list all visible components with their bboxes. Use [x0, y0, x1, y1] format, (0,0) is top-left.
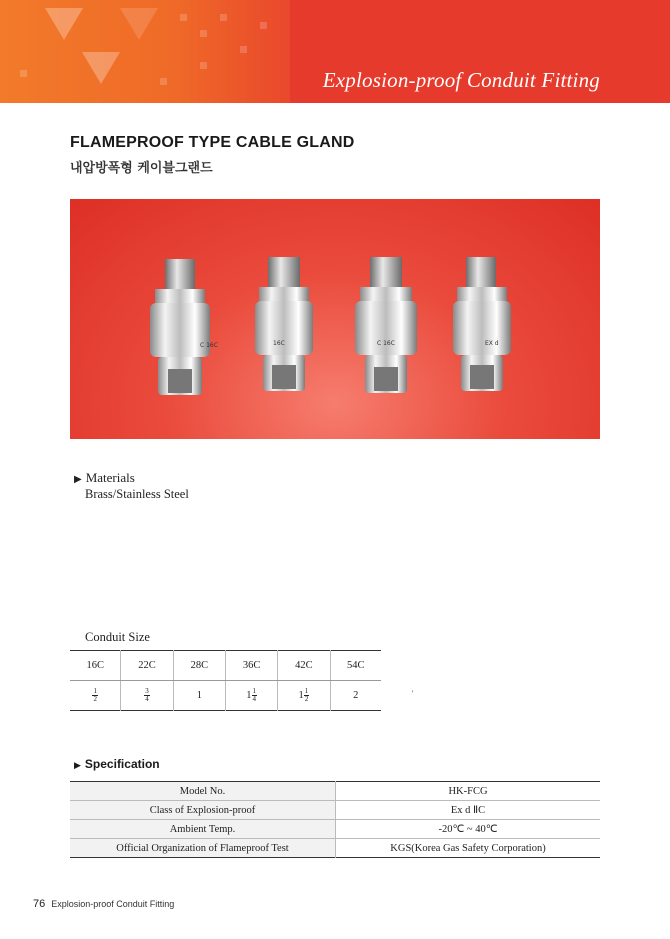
table-row	[70, 782, 600, 801]
header-banner	[0, 0, 670, 103]
table-header-cell: 28C	[173, 651, 225, 681]
product-photo	[70, 199, 600, 439]
spec-label: Model No.	[70, 782, 336, 801]
gland-marking: C 16C	[200, 342, 218, 349]
triangle-decoration	[45, 8, 83, 40]
size-cell: 1	[173, 681, 225, 711]
specification-heading	[74, 757, 160, 771]
square-decoration	[220, 14, 227, 21]
table-header-cell: 54C	[330, 651, 381, 681]
triangle-decoration	[120, 8, 158, 40]
gland-4	[453, 257, 511, 391]
materials-heading	[74, 470, 135, 486]
conduit-size-table	[70, 650, 381, 711]
banner-pattern-panel	[0, 0, 290, 103]
gland-3	[355, 257, 417, 393]
spec-value: KGS(Korea Gas Safety Corporation)	[390, 842, 546, 854]
gland-marking: 16C	[273, 340, 285, 347]
spec-value: Ex d ⅡC	[336, 801, 601, 820]
size-cell: 2	[330, 681, 381, 711]
table-header-cell: 36C	[225, 651, 277, 681]
spec-value: -20℃ ~ 40℃	[336, 820, 601, 839]
table-header-cell: 22C	[121, 651, 173, 681]
square-decoration	[240, 46, 247, 53]
square-decoration	[180, 14, 187, 21]
cable-glands-illustration	[70, 199, 600, 439]
table-header-row	[70, 651, 381, 681]
product-title-korean: 내압방폭형 케이블그랜드	[70, 161, 213, 176]
gland-2	[255, 257, 313, 391]
spec-label: Official Organization of Flameproof Test	[70, 839, 336, 858]
table-row	[70, 801, 600, 820]
gland-marking: EX d	[485, 340, 499, 347]
gland-1	[150, 259, 218, 395]
triangle-bullet-icon: ▶	[74, 761, 81, 771]
triangle-decoration	[82, 52, 120, 84]
conduit-size-heading: Conduit Size	[85, 630, 150, 644]
square-decoration	[20, 70, 27, 77]
table-header-cell: 42C	[278, 651, 330, 681]
table-header-cell: 16C	[70, 651, 121, 681]
spec-value: HK-FCG	[336, 782, 601, 801]
spec-label: Class of Explosion-proof	[70, 801, 336, 820]
footer-text: Explosion-proof Conduit Fitting	[51, 899, 175, 909]
square-decoration	[160, 78, 167, 85]
specification-table	[70, 781, 600, 858]
spec-label: Ambient Temp.	[70, 820, 336, 839]
triangle-bullet-icon: ▶	[74, 474, 82, 485]
size-cell: 1 $\frac{1}{2}$	[278, 681, 330, 711]
section-title: Explosion-proof Conduit Fitting	[322, 68, 600, 92]
page-number: 76	[33, 898, 46, 910]
materials-text: Brass/Stainless Steel	[85, 487, 189, 501]
stray-mark: '	[412, 689, 414, 698]
product-title: FLAMEPROOF TYPE CABLE GLAND	[70, 134, 355, 151]
size-cell: $\frac{1}{2}$	[93, 687, 97, 703]
specification-heading-text: Specification	[84, 757, 160, 771]
table-row	[70, 839, 600, 858]
materials-heading-text: Materials	[85, 470, 135, 485]
page-footer	[33, 898, 174, 910]
square-decoration	[200, 30, 207, 37]
table-row	[70, 681, 381, 711]
square-decoration	[200, 62, 207, 69]
size-cell: $\frac{3}{4}$	[121, 681, 173, 711]
size-cell: 1 $\frac{1}{4}$	[225, 681, 277, 711]
table-row	[70, 820, 600, 839]
square-decoration	[260, 22, 267, 29]
gland-marking: C 16C	[377, 340, 395, 347]
